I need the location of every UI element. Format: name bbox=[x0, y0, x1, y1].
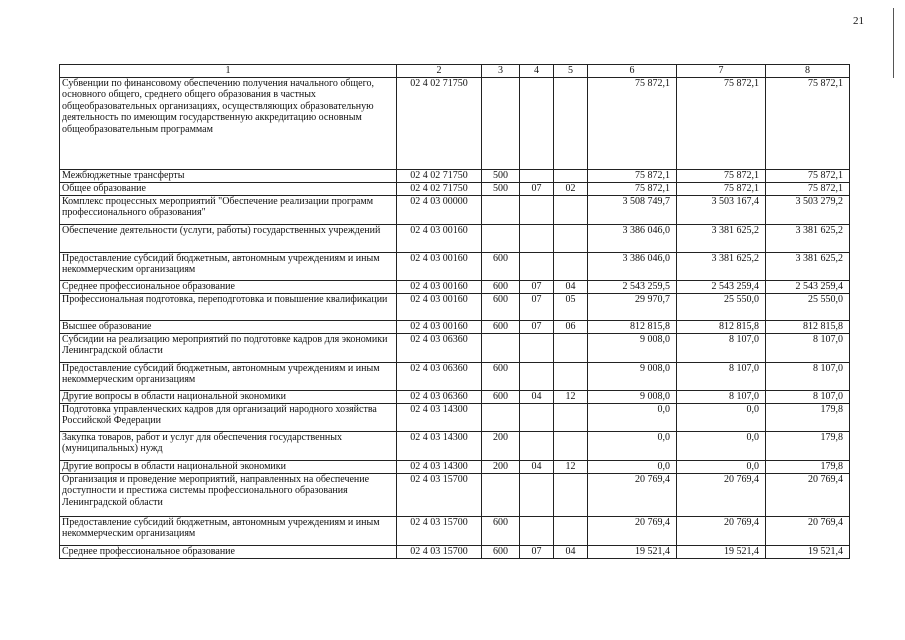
row-subsection: 05 bbox=[554, 293, 588, 320]
row-expense-type: 200 bbox=[482, 431, 520, 460]
row-value-col6: 75 872,1 bbox=[588, 182, 677, 195]
row-value-col8: 8 107,0 bbox=[766, 390, 850, 403]
table-row bbox=[60, 182, 850, 195]
table-row bbox=[60, 390, 850, 403]
row-value-col8: 75 872,1 bbox=[766, 169, 850, 182]
row-value-col6: 0,0 bbox=[588, 403, 677, 431]
row-target-code: 02 4 02 71750 bbox=[397, 77, 482, 169]
row-value-col6: 9 008,0 bbox=[588, 362, 677, 390]
row-value-col8: 179,8 bbox=[766, 431, 850, 460]
row-name: Межбюджетные трансферты bbox=[60, 169, 397, 182]
row-subsection bbox=[554, 516, 588, 545]
row-section bbox=[520, 77, 554, 169]
row-subsection: 04 bbox=[554, 280, 588, 293]
row-value-col6: 75 872,1 bbox=[588, 169, 677, 182]
row-value-col8: 20 769,4 bbox=[766, 516, 850, 545]
row-expense-type: 600 bbox=[482, 362, 520, 390]
row-value-col6: 29 970,7 bbox=[588, 293, 677, 320]
table-row bbox=[60, 280, 850, 293]
row-section: 04 bbox=[520, 390, 554, 403]
row-value-col6: 20 769,4 bbox=[588, 473, 677, 516]
row-value-col8: 3 381 625,2 bbox=[766, 252, 850, 280]
table-row bbox=[60, 252, 850, 280]
row-subsection bbox=[554, 431, 588, 460]
row-value-col7: 20 769,4 bbox=[677, 516, 766, 545]
row-name: Среднее профессиональное образование bbox=[60, 545, 397, 558]
row-subsection bbox=[554, 224, 588, 252]
row-value-col6: 9 008,0 bbox=[588, 390, 677, 403]
row-section bbox=[520, 362, 554, 390]
row-expense-type: 600 bbox=[482, 516, 520, 545]
row-subsection: 12 bbox=[554, 460, 588, 473]
row-name: Субсидии на реализацию мероприятий по подготовке кадров для экономики Ленинградской области bbox=[60, 333, 397, 362]
row-target-code: 02 4 03 06360 bbox=[397, 333, 482, 362]
budget-table-container bbox=[59, 64, 849, 559]
row-target-code: 02 4 03 00160 bbox=[397, 280, 482, 293]
row-expense-type: 600 bbox=[482, 280, 520, 293]
row-name: Высшее образование bbox=[60, 320, 397, 333]
row-value-col7: 8 107,0 bbox=[677, 390, 766, 403]
row-subsection: 06 bbox=[554, 320, 588, 333]
header-row bbox=[60, 65, 850, 78]
row-name: Профессиональная подготовка, переподготовка и повышение квалификации bbox=[60, 293, 397, 320]
row-section bbox=[520, 473, 554, 516]
row-value-col6: 0,0 bbox=[588, 431, 677, 460]
column-header-1: 1 bbox=[60, 65, 397, 78]
row-name: Организация и проведение мероприятий, направленных на обеспечение доступности и престижа системы профессионального образования Ленинградской области bbox=[60, 473, 397, 516]
row-value-col7: 19 521,4 bbox=[677, 545, 766, 558]
row-expense-type bbox=[482, 473, 520, 516]
table-row bbox=[60, 473, 850, 516]
column-header-5: 5 bbox=[554, 65, 588, 78]
column-header-2: 2 bbox=[397, 65, 482, 78]
row-expense-type: 500 bbox=[482, 169, 520, 182]
row-expense-type bbox=[482, 224, 520, 252]
row-subsection bbox=[554, 77, 588, 169]
row-value-col7: 75 872,1 bbox=[677, 169, 766, 182]
row-subsection: 02 bbox=[554, 182, 588, 195]
row-section bbox=[520, 224, 554, 252]
column-header-3: 3 bbox=[482, 65, 520, 78]
row-section bbox=[520, 431, 554, 460]
row-target-code: 02 4 03 00160 bbox=[397, 293, 482, 320]
row-name: Обеспечение деятельности (услуги, работы) государственных учреждений bbox=[60, 224, 397, 252]
row-target-code: 02 4 03 15700 bbox=[397, 473, 482, 516]
table-row bbox=[60, 293, 850, 320]
row-value-col8: 75 872,1 bbox=[766, 77, 850, 169]
table-row bbox=[60, 169, 850, 182]
row-subsection bbox=[554, 403, 588, 431]
row-expense-type: 600 bbox=[482, 390, 520, 403]
row-name: Предоставление субсидий бюджетным, автономным учреждениям и иным некоммерческим организациям bbox=[60, 252, 397, 280]
column-header-8: 8 bbox=[766, 65, 850, 78]
row-subsection bbox=[554, 252, 588, 280]
row-expense-type bbox=[482, 333, 520, 362]
row-target-code: 02 4 03 06360 bbox=[397, 362, 482, 390]
row-subsection: 12 bbox=[554, 390, 588, 403]
row-target-code: 02 4 03 14300 bbox=[397, 403, 482, 431]
row-expense-type: 600 bbox=[482, 293, 520, 320]
row-expense-type: 600 bbox=[482, 545, 520, 558]
row-value-col6: 19 521,4 bbox=[588, 545, 677, 558]
row-target-code: 02 4 03 14300 bbox=[397, 460, 482, 473]
row-section bbox=[520, 516, 554, 545]
row-value-col6: 75 872,1 bbox=[588, 77, 677, 169]
table-row bbox=[60, 195, 850, 224]
row-value-col7: 2 543 259,4 bbox=[677, 280, 766, 293]
row-value-col8: 19 521,4 bbox=[766, 545, 850, 558]
row-value-col7: 0,0 bbox=[677, 431, 766, 460]
row-section: 04 bbox=[520, 460, 554, 473]
row-expense-type: 200 bbox=[482, 460, 520, 473]
row-section: 07 bbox=[520, 293, 554, 320]
row-expense-type bbox=[482, 195, 520, 224]
row-value-col7: 8 107,0 bbox=[677, 333, 766, 362]
row-value-col7: 25 550,0 bbox=[677, 293, 766, 320]
row-value-col8: 3 503 279,2 bbox=[766, 195, 850, 224]
row-value-col8: 179,8 bbox=[766, 403, 850, 431]
table-row bbox=[60, 224, 850, 252]
row-value-col8: 3 381 625,2 bbox=[766, 224, 850, 252]
row-value-col7: 0,0 bbox=[677, 460, 766, 473]
row-value-col7: 812 815,8 bbox=[677, 320, 766, 333]
row-value-col6: 812 815,8 bbox=[588, 320, 677, 333]
row-value-col6: 3 508 749,7 bbox=[588, 195, 677, 224]
row-expense-type: 600 bbox=[482, 252, 520, 280]
row-value-col7: 75 872,1 bbox=[677, 77, 766, 169]
row-subsection bbox=[554, 169, 588, 182]
row-section: 07 bbox=[520, 545, 554, 558]
row-expense-type: 500 bbox=[482, 182, 520, 195]
row-subsection bbox=[554, 362, 588, 390]
row-subsection bbox=[554, 333, 588, 362]
row-target-code: 02 4 03 00160 bbox=[397, 320, 482, 333]
row-section: 07 bbox=[520, 182, 554, 195]
budget-table bbox=[59, 64, 850, 559]
row-subsection: 04 bbox=[554, 545, 588, 558]
row-section: 07 bbox=[520, 280, 554, 293]
row-value-col7: 75 872,1 bbox=[677, 182, 766, 195]
row-section bbox=[520, 333, 554, 362]
row-value-col6: 3 386 046,0 bbox=[588, 252, 677, 280]
row-value-col7: 8 107,0 bbox=[677, 362, 766, 390]
row-subsection bbox=[554, 473, 588, 516]
row-name: Закупка товаров, работ и услуг для обеспечения государственных (муниципальных) нужд bbox=[60, 431, 397, 460]
row-value-col8: 2 543 259,4 bbox=[766, 280, 850, 293]
row-value-col7: 0,0 bbox=[677, 403, 766, 431]
row-value-col8: 25 550,0 bbox=[766, 293, 850, 320]
row-target-code: 02 4 02 71750 bbox=[397, 169, 482, 182]
row-section bbox=[520, 252, 554, 280]
row-value-col7: 20 769,4 bbox=[677, 473, 766, 516]
table-row bbox=[60, 362, 850, 390]
row-value-col7: 3 503 167,4 bbox=[677, 195, 766, 224]
row-name: Подготовка управленческих кадров для организаций народного хозяйства Российской Федерации bbox=[60, 403, 397, 431]
table-row bbox=[60, 77, 850, 169]
column-header-6: 6 bbox=[588, 65, 677, 78]
row-target-code: 02 4 03 00000 bbox=[397, 195, 482, 224]
row-value-col8: 179,8 bbox=[766, 460, 850, 473]
row-name: Другие вопросы в области национальной экономики bbox=[60, 390, 397, 403]
row-name: Другие вопросы в области национальной экономики bbox=[60, 460, 397, 473]
table-row bbox=[60, 431, 850, 460]
row-section bbox=[520, 169, 554, 182]
row-target-code: 02 4 03 00160 bbox=[397, 252, 482, 280]
row-target-code: 02 4 03 15700 bbox=[397, 545, 482, 558]
row-value-col8: 20 769,4 bbox=[766, 473, 850, 516]
row-value-col7: 3 381 625,2 bbox=[677, 252, 766, 280]
table-row bbox=[60, 333, 850, 362]
row-value-col6: 20 769,4 bbox=[588, 516, 677, 545]
row-value-col6: 9 008,0 bbox=[588, 333, 677, 362]
table-row bbox=[60, 545, 850, 558]
row-name: Субвенции по финансовому обеспечению получения начального общего, основного общего, среднего общего образования в частных общеобразовательных организациях, осуществляющих образовательную деятельность по имеющим государственную аккредитацию основным общеобразовательным программам bbox=[60, 77, 397, 169]
row-target-code: 02 4 03 14300 bbox=[397, 431, 482, 460]
row-value-col6: 2 543 259,5 bbox=[588, 280, 677, 293]
row-value-col8: 75 872,1 bbox=[766, 182, 850, 195]
row-value-col6: 3 386 046,0 bbox=[588, 224, 677, 252]
row-target-code: 02 4 03 15700 bbox=[397, 516, 482, 545]
row-value-col8: 8 107,0 bbox=[766, 333, 850, 362]
row-section: 07 bbox=[520, 320, 554, 333]
row-section bbox=[520, 195, 554, 224]
row-name: Общее образование bbox=[60, 182, 397, 195]
page-number: 21 bbox=[853, 15, 864, 27]
row-section bbox=[520, 403, 554, 431]
row-target-code: 02 4 02 71750 bbox=[397, 182, 482, 195]
table-row bbox=[60, 516, 850, 545]
row-value-col6: 0,0 bbox=[588, 460, 677, 473]
column-header-4: 4 bbox=[520, 65, 554, 78]
column-header-7: 7 bbox=[677, 65, 766, 78]
row-value-col8: 8 107,0 bbox=[766, 362, 850, 390]
row-target-code: 02 4 03 00160 bbox=[397, 224, 482, 252]
page-edge-line bbox=[893, 8, 894, 78]
table-row bbox=[60, 320, 850, 333]
row-subsection bbox=[554, 195, 588, 224]
row-name: Предоставление субсидий бюджетным, автономным учреждениям и иным некоммерческим организациям bbox=[60, 516, 397, 545]
row-name: Среднее профессиональное образование bbox=[60, 280, 397, 293]
row-value-col7: 3 381 625,2 bbox=[677, 224, 766, 252]
table-row bbox=[60, 460, 850, 473]
row-expense-type: 600 bbox=[482, 320, 520, 333]
row-target-code: 02 4 03 06360 bbox=[397, 390, 482, 403]
row-expense-type bbox=[482, 403, 520, 431]
row-name: Комплекс процессных мероприятий "Обеспечение реализации программ профессионального образования" bbox=[60, 195, 397, 224]
row-expense-type bbox=[482, 77, 520, 169]
row-name: Предоставление субсидий бюджетным, автономным учреждениям и иным некоммерческим организациям bbox=[60, 362, 397, 390]
row-value-col8: 812 815,8 bbox=[766, 320, 850, 333]
table-row bbox=[60, 403, 850, 431]
